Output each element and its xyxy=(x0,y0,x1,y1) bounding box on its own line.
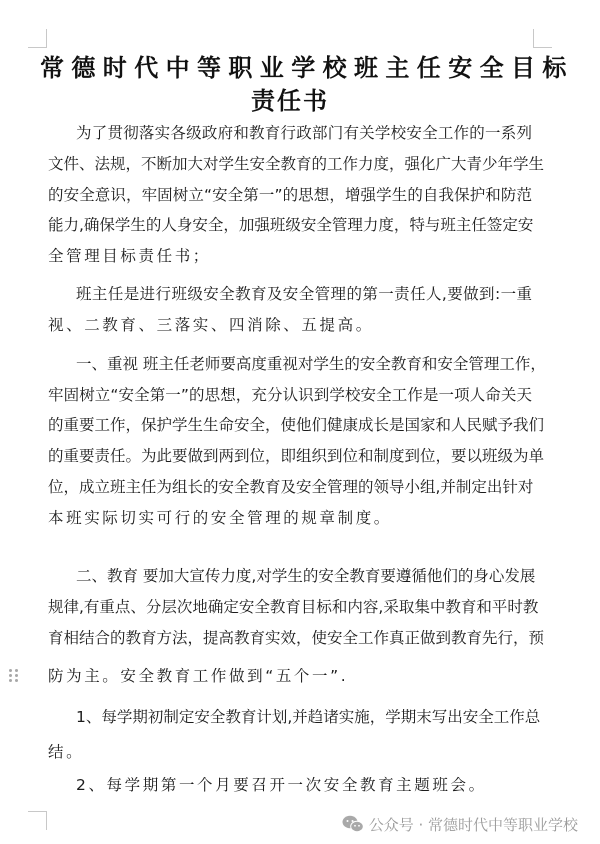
paragraph-line: 二、教育 要加大宣传力度,对学生的安全教育要遵循他们的身心发展 xyxy=(76,567,536,585)
document-title: 常德时代中等职业学校班主任安全目标 xyxy=(40,53,574,82)
wechat-icon xyxy=(342,815,364,833)
paragraph-line: 的安全意识，牢固树立“安全第一”的思想，增强学生的自我保护和防范 xyxy=(48,186,532,204)
paragraph-line: 防为主。安全教育工作做到“五个一”. xyxy=(48,667,349,685)
paragraph-line: 能力,确保学生的人身安全，加强班级安全管理力度，特与班主任签定安 xyxy=(48,216,534,234)
paragraph-line: 全管理目标责任书； xyxy=(48,247,211,265)
paragraph-line: 结。 xyxy=(48,743,85,761)
block-drag-handle[interactable] xyxy=(9,669,19,683)
paragraph-line: 的重要工作，保护学生生命安全，使他们健康成长是国家和人民赋予我们 xyxy=(48,416,545,434)
watermark-text: 公众号 · 常德时代中等职业学校 xyxy=(368,815,578,834)
paragraph-line: 班主任是进行班级安全教育及安全管理的第一责任人,要做到:一重 xyxy=(76,285,532,303)
paragraph-line: 规律,有重点、分层次地确定安全教育目标和内容,采取集中教育和平时教 xyxy=(48,598,539,616)
crop-mark-top-right xyxy=(533,29,552,48)
paragraph-line: 1、每学期初制定安全教育计划,并趋诸实施，学期末写出安全工作总 xyxy=(76,708,541,726)
paragraph-line: 一、重视 班主任老师要高度重视对学生的安全教育和安全管理工作， xyxy=(76,355,546,373)
drag-dot xyxy=(9,669,12,672)
watermark xyxy=(342,812,578,836)
paragraph-line: 为了贯彻落实各级政府和教育行政部门有关学校安全工作的一系列 xyxy=(76,124,532,142)
drag-dot xyxy=(9,674,12,677)
crop-mark-bottom-left xyxy=(28,811,47,830)
paragraph-line: 文件、法规，不断加大对学生安全教育的工作力度，强化广大青少年学生 xyxy=(48,155,545,173)
paragraph-line: 的重要责任。为此要做到两到位，即组织到位和制度到位，要以班级为单 xyxy=(48,447,545,465)
drag-dot xyxy=(15,674,18,677)
crop-mark-top-left xyxy=(28,29,47,48)
paragraph-line: 牢固树立“安全第一”的思想，充分认识到学校安全工作是一项人命关天 xyxy=(48,386,532,404)
paragraph-line: 视、二教育、三落实、四消除、五提高。 xyxy=(48,316,374,334)
drag-dot xyxy=(9,679,12,682)
paragraph-line: 育相结合的教育方法，提高教育实效，使安全工作真正做到教育先行，预 xyxy=(48,629,545,647)
drag-dot xyxy=(15,679,18,682)
document-title-continued: 责任书 xyxy=(251,86,329,115)
paragraph-line: 本班实际切实可行的安全管理的规章制度。 xyxy=(48,509,392,527)
paragraph-line: 位，成立班主任为组长的安全教育及安全管理的领导小组,并制定出针对 xyxy=(48,478,534,496)
drag-dot xyxy=(15,669,18,672)
paragraph-line: 2、每学期第一个月要召开一次安全教育主题班会。 xyxy=(76,776,487,794)
